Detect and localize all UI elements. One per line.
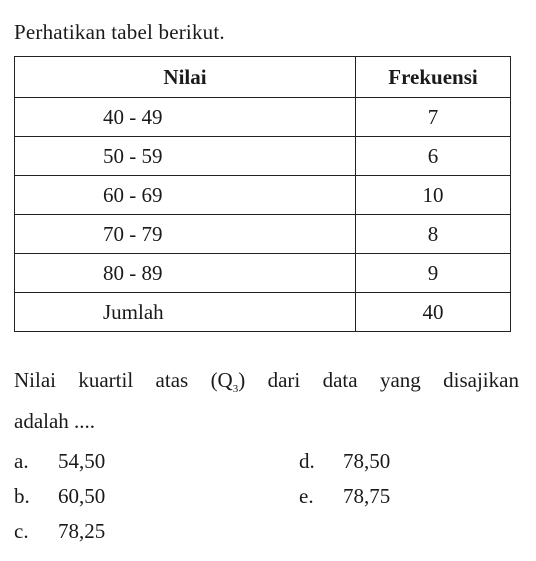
table-row xyxy=(15,137,511,176)
option-letter: b. xyxy=(14,484,30,508)
header-nilai: Nilai xyxy=(15,57,356,98)
question-line-1 xyxy=(14,364,519,405)
question-word: atas xyxy=(155,368,189,392)
question-text xyxy=(14,364,519,437)
nilai-cell: 80 - 89 xyxy=(15,254,356,293)
total-value-cell: 40 xyxy=(356,293,511,332)
frekuensi-cell: 8 xyxy=(356,215,511,254)
frekuensi-cell: 10 xyxy=(356,176,511,215)
question-word: disajikan xyxy=(443,368,519,392)
frekuensi-cell: 9 xyxy=(356,254,511,293)
question-word: yang xyxy=(379,368,421,392)
option-c[interactable] xyxy=(14,519,105,544)
nilai-cell: 60 - 69 xyxy=(15,176,356,215)
intro-text: Perhatikan tabel berikut. xyxy=(14,20,225,44)
option-letter: d. xyxy=(299,449,315,473)
table-header-row xyxy=(15,57,511,98)
option-a[interactable] xyxy=(14,449,105,474)
option-b[interactable] xyxy=(14,484,105,509)
option-value: 60,50 xyxy=(58,484,106,508)
table-row xyxy=(15,98,511,137)
option-letter: c. xyxy=(14,519,29,543)
frekuensi-cell: 6 xyxy=(356,137,511,176)
header-frekuensi: Frekuensi xyxy=(356,57,511,98)
nilai-cell: 40 - 49 xyxy=(15,98,356,137)
option-value: 78,25 xyxy=(58,519,106,543)
table-row xyxy=(15,254,511,293)
frekuensi-cell: 7 xyxy=(356,98,511,137)
nilai-cell: 50 - 59 xyxy=(15,137,356,176)
total-label-cell: Jumlah xyxy=(15,293,356,332)
option-e[interactable] xyxy=(299,484,390,509)
question-word: dari xyxy=(267,368,301,392)
question-word: data xyxy=(322,368,358,392)
option-value: 54,50 xyxy=(58,449,106,473)
table-row xyxy=(15,215,511,254)
question-word: Nilai xyxy=(14,368,56,392)
question-line-2: adalah .... xyxy=(14,409,96,433)
option-value: 78,75 xyxy=(343,484,391,508)
option-value: 78,50 xyxy=(343,449,391,473)
frequency-table xyxy=(14,56,511,332)
nilai-cell: 70 - 79 xyxy=(15,215,356,254)
option-letter: e. xyxy=(299,484,314,508)
table-total-row xyxy=(15,293,511,332)
option-letter: a. xyxy=(14,449,29,473)
quartile-symbol: $(Q_3)$ xyxy=(210,368,246,395)
option-d[interactable] xyxy=(299,449,390,474)
table-row xyxy=(15,176,511,215)
question-word: kuartil xyxy=(78,368,134,392)
